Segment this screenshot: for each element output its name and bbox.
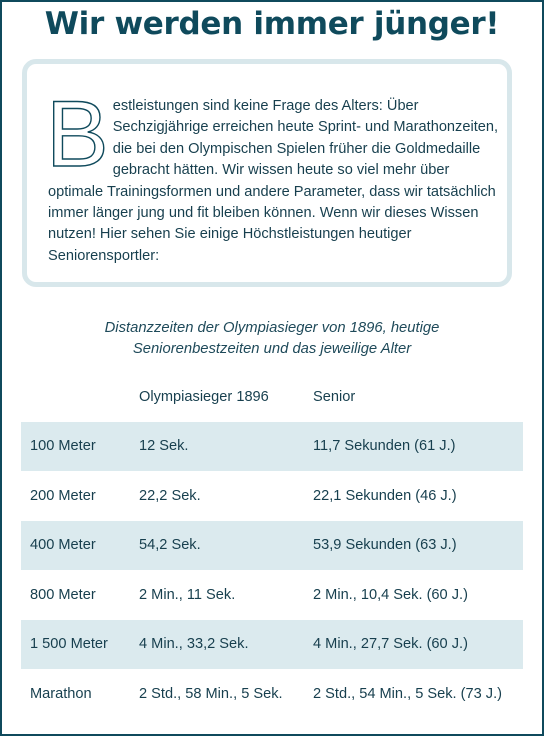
senior-time-cell: 2 Std., 54 Min., 5 Sek. (73 J.) bbox=[313, 685, 502, 702]
distance-cell: 200 Meter bbox=[30, 487, 96, 504]
table-row bbox=[21, 521, 523, 571]
table-row bbox=[21, 570, 523, 620]
olympic-time-cell: 2 Min., 11 Sek. bbox=[139, 586, 236, 603]
senior-time-cell: 22,1 Sekunden (46 J.) bbox=[313, 487, 457, 504]
intro-text bbox=[46, 81, 503, 267]
olympic-time-cell: 4 Min., 33,2 Sek. bbox=[139, 620, 313, 670]
table-row bbox=[21, 471, 523, 521]
distance-cell: 400 Meter bbox=[21, 521, 139, 571]
distance-cell: 100 Meter bbox=[21, 422, 139, 472]
table-row bbox=[21, 620, 523, 670]
header-olympic-1896: Olympiasieger 1896 bbox=[139, 388, 269, 405]
drop-cap: B bbox=[46, 81, 109, 186]
distance-cell: 1 500 Meter bbox=[21, 620, 139, 670]
table-header-row bbox=[21, 372, 523, 422]
senior-time-cell: 4 Min., 27,7 Sek. (60 J.) bbox=[313, 620, 523, 670]
header-senior: Senior bbox=[313, 388, 356, 405]
senior-time-cell: 11,7 Sekunden (61 J.) bbox=[313, 422, 523, 472]
table-row bbox=[21, 669, 523, 719]
distance-cell: 800 Meter bbox=[30, 586, 96, 603]
olympic-time-cell: 12 Sek. bbox=[139, 422, 313, 472]
distance-cell: Marathon bbox=[30, 685, 92, 702]
senior-time-cell: 53,9 Sekunden (63 J.) bbox=[313, 521, 523, 571]
results-table bbox=[21, 372, 523, 719]
table-row bbox=[21, 422, 523, 472]
senior-time-cell: 2 Min., 10,4 Sek. (60 J.) bbox=[313, 586, 468, 603]
olympic-time-cell: 2 Std., 58 Min., 5 Sek. bbox=[139, 685, 283, 702]
page-title: Wir werden immer jünger! bbox=[44, 6, 500, 42]
intro-body: estleistungen sind keine Frage des Alters: Über Sechzigjährige erreichen heute Sprint- und Marathonzeiten, die bei den Olympischen Spielen früher die Goldmedaille gebracht hätten. Wir wissen heute so viel mehr über optimale Trainingsformen und andere Parameter, dass wir tatsächlich immer länger jung und fit bleiben können. Wenn wir dieses Wissen nutzen! Hier sehen Sie einige Höchstleistungen heutiger Seniorensportler: bbox=[48, 98, 499, 264]
olympic-time-cell: 54,2 Sek. bbox=[139, 521, 313, 571]
header-distance bbox=[21, 372, 139, 422]
table-caption: Distanzzeiten der Olympiasieger von 1896, heutige Seniorenbestzeiten und das jeweilige Alter bbox=[104, 320, 440, 357]
olympic-time-cell: 22,2 Sek. bbox=[139, 487, 201, 504]
intro-box bbox=[22, 59, 512, 287]
